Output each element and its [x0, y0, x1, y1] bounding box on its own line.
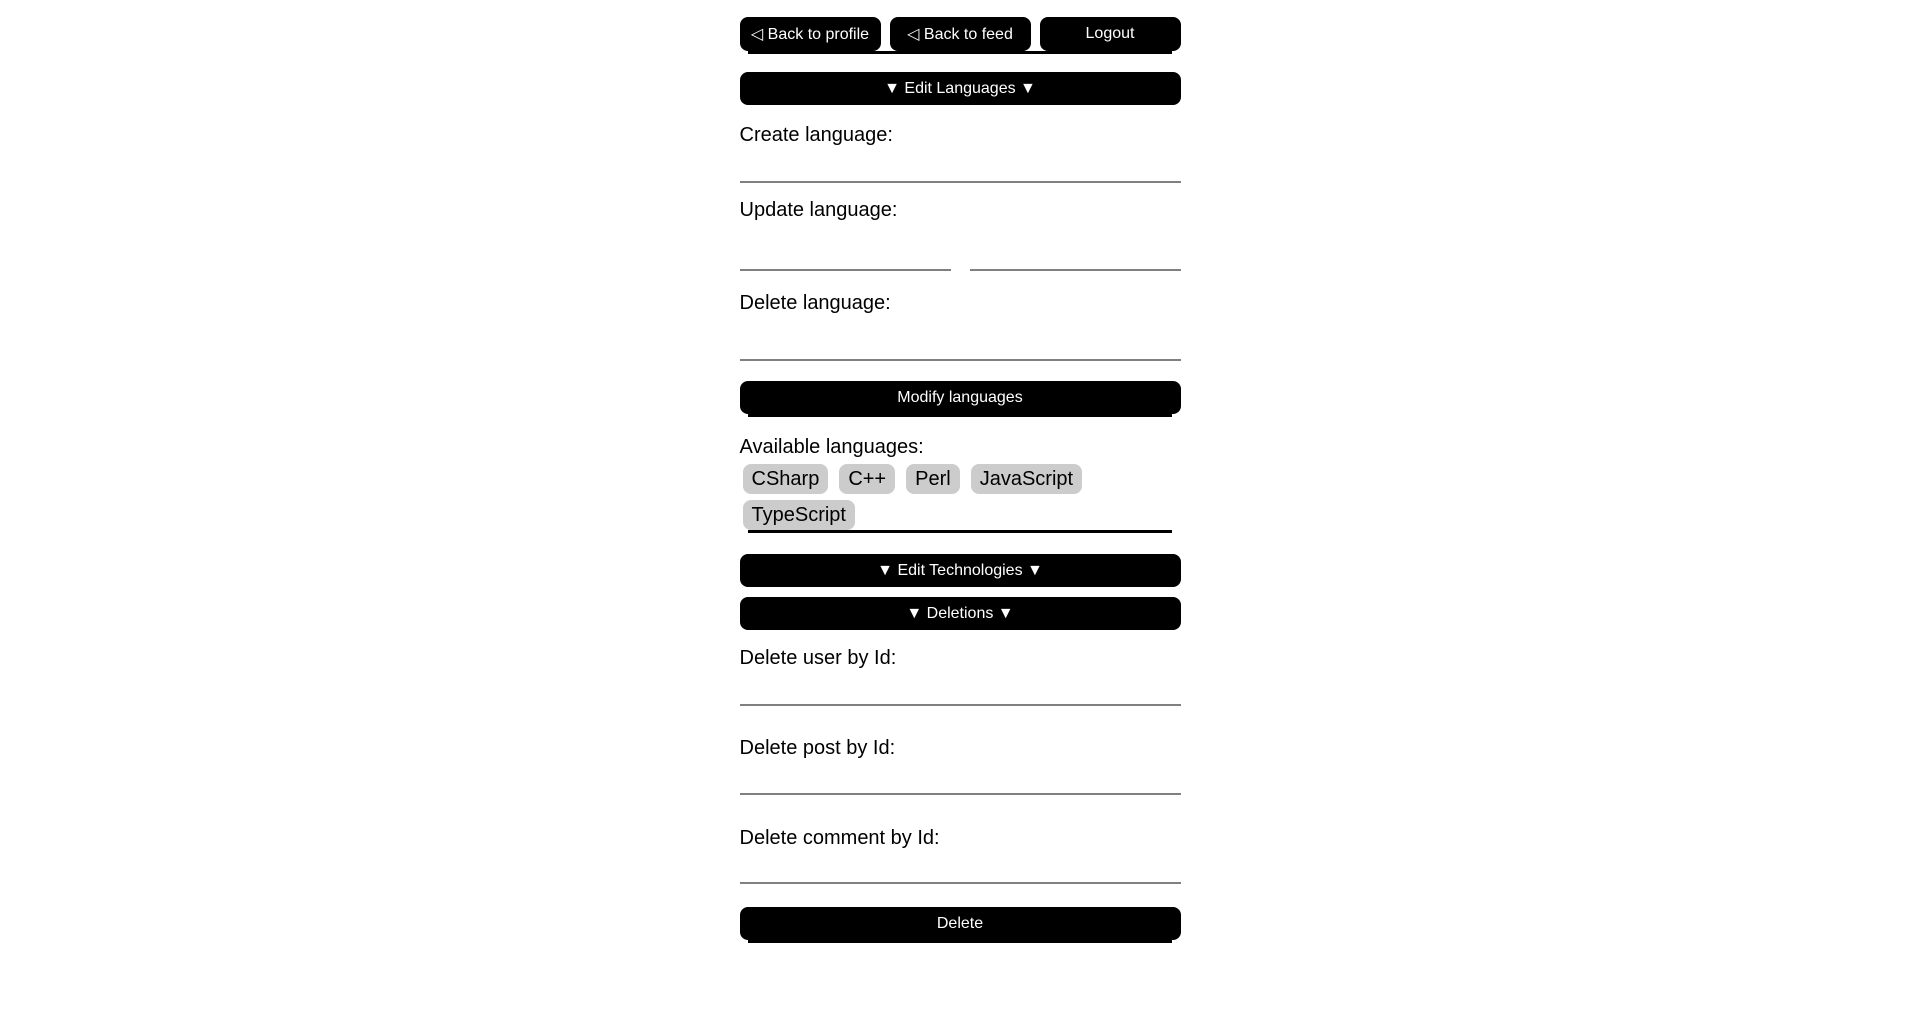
update-language-second-input[interactable] [970, 222, 1181, 271]
delete-language-label: Delete language: [739, 292, 891, 314]
language-tag: CSharp [743, 464, 829, 494]
tags-section-divider [748, 530, 1172, 533]
delete-button[interactable]: Delete [740, 907, 1181, 940]
edit-languages-toggle[interactable]: ▼ Edit Languages ▼ [740, 72, 1181, 105]
language-tag: C++ [839, 464, 895, 494]
create-language-label: Create language: [739, 124, 893, 146]
back-to-profile-button[interactable]: ◁ Back to profile [740, 17, 881, 51]
language-tag: JavaScript [971, 464, 1082, 494]
delete-user-input[interactable] [740, 670, 1181, 706]
delete-comment-label: Delete comment by Id: [739, 827, 940, 849]
delete-user-label: Delete user by Id: [739, 647, 897, 669]
update-language-first-input[interactable] [740, 222, 951, 271]
delete-post-input[interactable] [740, 760, 1181, 795]
bottom-divider [748, 940, 1172, 943]
languages-section-divider [748, 414, 1172, 417]
deletions-toggle[interactable]: ▼ Deletions ▼ [740, 597, 1181, 630]
delete-comment-input[interactable] [740, 850, 1181, 884]
top-divider [748, 51, 1172, 54]
modify-languages-button[interactable]: Modify languages [740, 381, 1181, 414]
language-tag: TypeScript [743, 500, 855, 530]
language-tag: Perl [906, 464, 960, 494]
delete-language-input[interactable] [740, 315, 1181, 361]
create-language-input[interactable] [740, 147, 1181, 183]
back-to-feed-button[interactable]: ◁ Back to feed [890, 17, 1031, 51]
available-languages-list [740, 464, 1140, 530]
edit-technologies-toggle[interactable]: ▼ Edit Technologies ▼ [740, 554, 1181, 587]
logout-button[interactable]: Logout [1040, 17, 1181, 51]
delete-post-label: Delete post by Id: [739, 737, 896, 759]
update-language-label: Update language: [739, 199, 898, 221]
top-nav [740, 17, 1181, 51]
admin-panel [740, 17, 1181, 943]
update-language-inputs-row [740, 222, 1181, 271]
available-languages-label: Available languages: [739, 436, 924, 458]
